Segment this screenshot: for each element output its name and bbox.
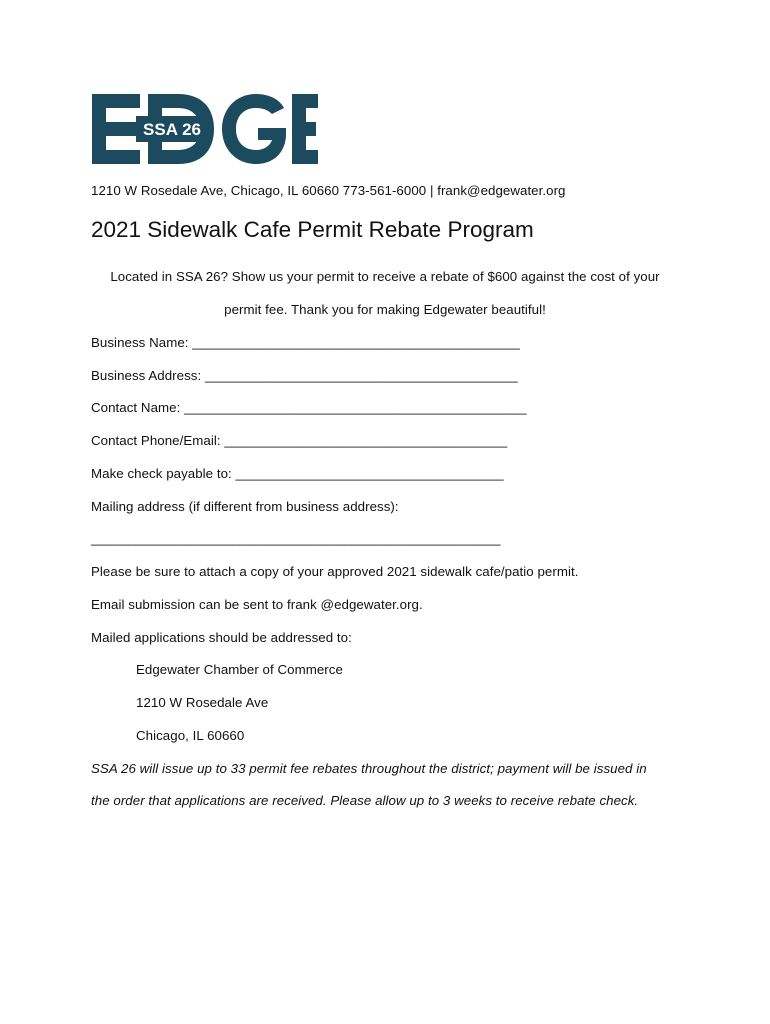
email-submission-instruction: Email submission can be sent to frank @edgewater.org. [91, 597, 423, 612]
check-payable-field[interactable]: Make check payable to: ____________________________________ [91, 466, 504, 481]
business-name-field[interactable]: Business Name: ____________________________________________ [91, 335, 520, 350]
edge-ssa26-logo [92, 94, 318, 164]
mailing-address-label: Mailing address (if different from business address): [91, 499, 399, 514]
address-org: Edgewater Chamber of Commerce [136, 662, 343, 677]
contact-phone-email-field[interactable]: Contact Phone/Email: ______________________________________ [91, 433, 508, 448]
business-address-field[interactable]: Business Address: __________________________________________ [91, 368, 518, 383]
contact-name-field[interactable]: Contact Name: ______________________________________________ [91, 400, 527, 415]
logo-badge: SSA 26 [143, 120, 201, 139]
intro-line-2: permit fee. Thank you for making Edgewater beautiful! [224, 302, 546, 317]
attach-permit-instruction: Please be sure to attach a copy of your approved 2021 sidewalk cafe/patio permit. [91, 564, 579, 579]
notice-line-2: the order that applications are received. Please allow up to 3 weeks to receive rebate check. [91, 793, 639, 808]
page-title: 2021 Sidewalk Cafe Permit Rebate Program [91, 217, 534, 242]
contact-line: 1210 W Rosedale Ave, Chicago, IL 60660 773-561-6000 | frank@edgewater.org [91, 183, 566, 198]
intro-line-1: Located in SSA 26? Show us your permit to receive a rebate of $600 against the cost of your [110, 269, 660, 284]
address-city: Chicago, IL 60660 [136, 728, 245, 743]
mailing-address-field[interactable]: _______________________________________________________ [91, 531, 501, 546]
address-street: 1210 W Rosedale Ave [136, 695, 269, 710]
mailed-applications-instruction: Mailed applications should be addressed to: [91, 630, 352, 645]
notice-line-1: SSA 26 will issue up to 33 permit fee rebates throughout the district; payment will be issued in [91, 761, 647, 776]
